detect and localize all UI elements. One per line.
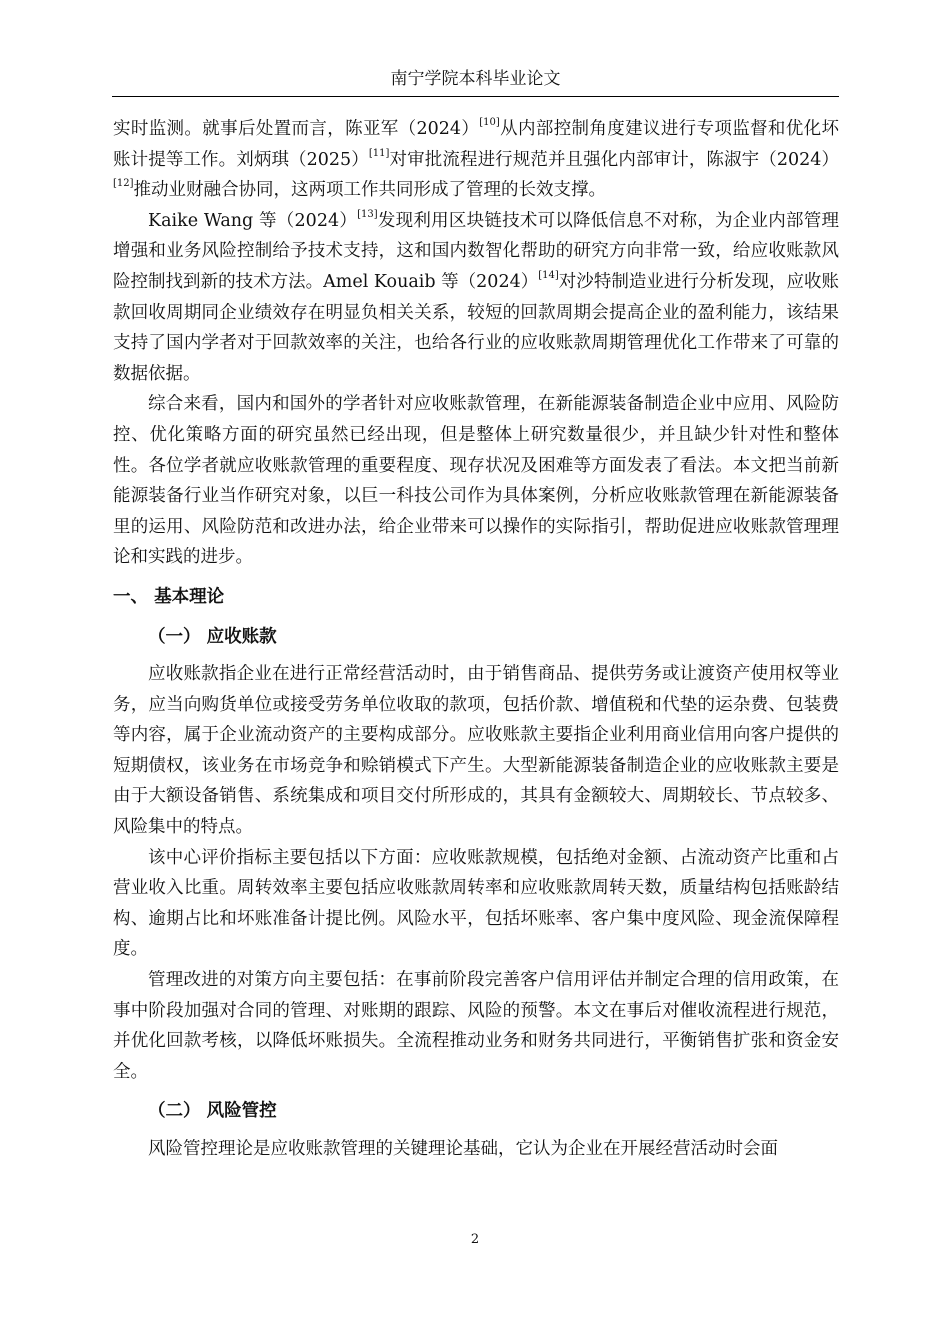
header-title: 南宁学院本科毕业论文	[390, 69, 561, 89]
citation-ref: [13]	[357, 208, 378, 220]
paragraph-foreign-research: Kaike Wang 等（2024）[13]发现利用区块链技术可以降低信息不对称，为企业内部管理增强和业务风险控制给予技术支持，这和国内数智化帮助的研究方向非常一致，给应收账款风险控制找到新的技术方法。Amel Kouaib 等（2024）[14]对沙特制造业进行分析发现，应收账款回收周期同企业绩效存在明显负相关关系，较短的回款周期会提高企业的盈利能力，该结果支持了国内学者对于回款效率的关注，也给各行业的应收账款周期管理优化工作带来了可靠的数据依据。	[113, 208, 840, 384]
paragraph-summary: 综合来看，国内和国外的学者针对应收账款管理，在新能源装备制造企业中应用、风险防控、优化策略方面的研究虽然已经出现，但是整体上研究数量很少，并且缺少针对性和整体性。各位学者就应收账款管理的重要程度、现存状况及困难等方面发表了看法。本文把当前新能源装备行业当作研究对象，以巨一科技公司作为具体案例，分析应收账款管理在新能源装备里的运用、风险防范和改进办法，给企业带来可以操作的实际指引，帮助促进应收账款管理理论和实践的进步。	[113, 394, 839, 568]
page-header	[112, 66, 839, 97]
section-heading-basic-theory: 一、 基本理论	[113, 586, 225, 607]
paragraph-improvement-measures: 管理改进的对策方向主要包括：在事前阶段完善客户信用评估并制定合理的信用政策，在事中阶段加强对合同的管理、对账期的跟踪、风险的预警。本文在事后对催收流程进行规范，并优化回款考核，以降低坏账损失。全流程推动业务和财务共同进行，平衡销售扩张和资金安全。	[113, 970, 839, 1082]
page-number: 2	[470, 1232, 480, 1247]
citation-ref: [11]	[368, 147, 390, 159]
paragraph-risk-control-theory: 风险管控理论是应收账款管理的关键理论基础，它认为企业在开展经营活动时会面	[148, 1139, 778, 1159]
paragraph-receivables-definition: 应收账款指企业在进行正常经营活动时，由于销售商品、提供劳务或让渡资产使用权等业务，应当向购货单位或接受劳务单位收取的款项，包括价款、增值税和代垫的运杂费、包装费等内容，属于企业流动资产的主要构成部分。应收账款主要指企业利用商业信用向客户提供的短期债权，该业务在市场竞争和赊销模式下产生。大型新能源装备制造企业的应收账款主要是由于大额设备销售、系统集成和项目交付所形成的，其具有金额较大、周期较长、节点较多、风险集中的特点。	[113, 664, 839, 838]
subsection-heading-receivables: （一） 应收账款	[148, 626, 277, 647]
citation-ref: [10]	[479, 117, 500, 129]
subsection-heading-risk-control: （二） 风险管控	[148, 1101, 277, 1122]
page-body	[113, 114, 839, 1165]
citation-ref: [12]	[113, 178, 134, 190]
paragraph-post-handling: 实时监测。就事后处置而言，陈亚军（2024）[10]从内部控制角度建议进行专项监督和优化坏账计提等工作。刘炳琪（2025）[11]对审批流程进行规范并且强化内部审计，陈淑宇（2024）[12]推动业财融合协同，这两项工作共同形成了管理的长效支撑。	[113, 117, 839, 201]
paragraph-evaluation-indicators: 该中心评价指标主要包括以下方面：应收账款规模，包括绝对金额、占流动资产比重和占营业收入比重。周转效率主要包括应收账款周转率和应收账款周转天数，质量结构包括账龄结构、逾期占比和坏账准备计提比例。风险水平，包括坏账率、客户集中度风险、现金流保障程度。	[113, 847, 839, 960]
page-footer	[0, 1232, 950, 1248]
citation-ref: [14]	[538, 270, 559, 282]
